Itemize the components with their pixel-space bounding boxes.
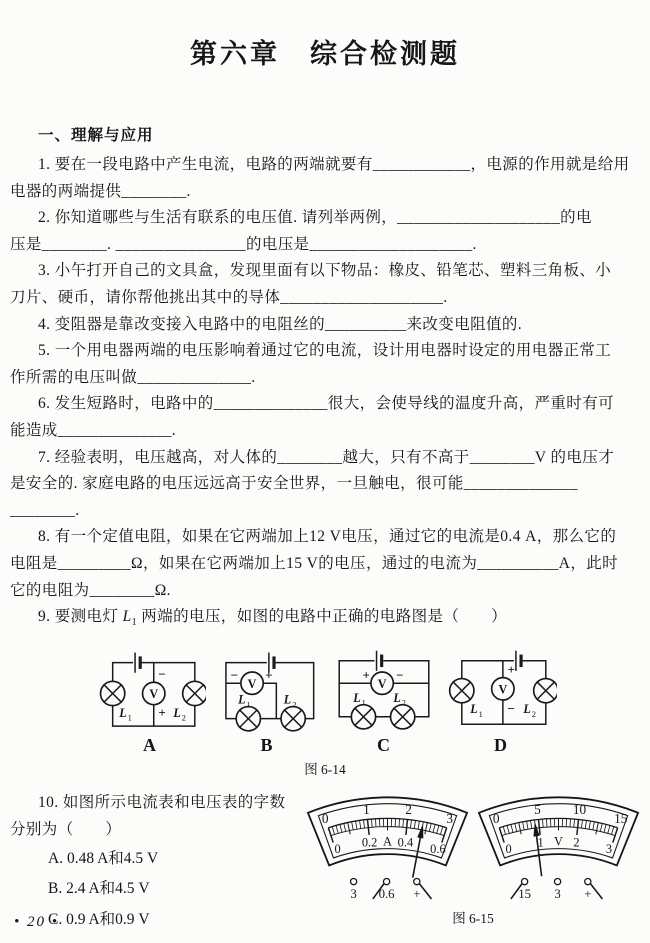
voltmeter-icon (230, 667, 272, 694)
svg-text:L: L (352, 690, 361, 705)
lamp-l2-icon (390, 704, 414, 728)
question-1-line-2: 电器的两端提供________. (10, 182, 191, 200)
lamp-l1-icon (100, 681, 124, 705)
question-9-text-pre: 9. 要测电灯 (38, 608, 123, 626)
svg-text:0: 0 (321, 811, 329, 827)
question-7-line-1: 7. 经验表明，电压越高，对人体的________越大，只有不高于________V 的电压才 (38, 448, 615, 466)
question-9-line (10, 604, 640, 637)
svg-text:L: L (522, 701, 531, 716)
question-1-line-1: 1. 要在一段电路中产生电流，电路的两端就要有____________，电源的作用就是给用 (38, 156, 630, 173)
question-8-line-3: 它的电阻为________Ω. (10, 581, 171, 599)
battery-icon (135, 653, 140, 672)
voltmeter-gauge (477, 790, 640, 904)
meter-gauges (306, 790, 640, 904)
battery-icon (515, 651, 520, 670)
question-5-line-2: 作所需的电压叫做______________. (10, 368, 256, 386)
svg-text:2: 2 (401, 698, 406, 708)
question-8-line-1: 8. 有一个定值电阻，如果在它两端加上12 V电压，通过它的电流是0.4 A，那么它的 (38, 528, 617, 546)
section-heading: 一、理解与应用 (38, 127, 154, 144)
svg-text:V: V (247, 676, 256, 691)
lamp-l2-icon (533, 678, 556, 702)
svg-text:0.6: 0.6 (430, 842, 446, 857)
svg-text:−: − (157, 666, 166, 682)
svg-text:2: 2 (291, 700, 296, 710)
svg-text:V: V (148, 686, 158, 701)
svg-text:L: L (469, 701, 478, 716)
svg-text:+: + (584, 887, 592, 902)
svg-text:15: 15 (518, 887, 532, 902)
svg-text:0.2: 0.2 (361, 835, 378, 850)
svg-text:V: V (554, 834, 563, 849)
question-2-line-2: 压是________. ________________的电压是____________________. (10, 235, 477, 253)
question-6-line-2: 能造成______________. (10, 421, 177, 439)
svg-text:V: V (377, 676, 387, 691)
lamp-l1-reference: $L_1$ (122, 608, 138, 629)
lamp-l1-icon (351, 704, 375, 728)
svg-text:1: 1 (127, 713, 132, 723)
question-3-line-1: 3. 小午打开自己的文具盒，发现里面有以下物品：橡皮、铅笔芯、塑料三角板、小 (38, 262, 612, 280)
question-10-option-a: A. 0.48 A和4.5 V (48, 849, 159, 867)
svg-text:3: 3 (554, 887, 561, 902)
svg-text:1: 1 (361, 698, 366, 708)
svg-text:−: − (395, 667, 404, 683)
svg-text:15: 15 (614, 811, 628, 827)
svg-text:+: + (507, 661, 515, 677)
svg-text:+: + (264, 667, 273, 683)
svg-text:+: + (413, 887, 421, 902)
svg-text:−: − (507, 700, 515, 716)
circuit-option-d (445, 644, 557, 756)
figure-6-14-caption: 图 6-14 (304, 762, 346, 778)
question-10-option-c: C. 0.9 A和0.9 V (48, 910, 150, 928)
battery-icon (376, 651, 381, 670)
circuit-b-diagram (211, 644, 323, 735)
svg-text:1: 1 (478, 709, 483, 719)
svg-text:3: 3 (446, 811, 454, 827)
svg-text:0: 0 (492, 811, 500, 827)
question-5-line-1: 5. 一个用电器两端的电压影响着通过它的电流，设计用电器时设定的用电器正常工 (38, 342, 612, 360)
svg-text:0: 0 (334, 842, 341, 857)
svg-text:+: + (157, 704, 166, 720)
circuit-b-label: B (260, 735, 273, 756)
svg-text:L: L (237, 692, 245, 707)
question-9-text-post: 两端的电压，如图的电路中正确的电路图是（ ） (137, 608, 507, 626)
circuit-c-label: C (377, 735, 390, 756)
svg-text:10: 10 (572, 802, 587, 818)
question-7-line-3: ________. (10, 501, 80, 519)
svg-text:L: L (118, 705, 127, 720)
circuit-option-a (94, 644, 206, 756)
svg-text:0.6: 0.6 (378, 887, 395, 902)
lamp-l1-icon (449, 678, 473, 702)
svg-text:3: 3 (605, 842, 613, 857)
circuit-option-c (328, 644, 440, 756)
figure-6-15-caption: 图 6-15 (452, 910, 494, 926)
question-4-line-1: 4. 变阻器是靠改变接入电路中的电阻丝的__________来改变电阻值的. (38, 315, 523, 333)
circuit-option-b (211, 644, 323, 756)
question-10-block (10, 790, 640, 935)
svg-text:3: 3 (350, 887, 357, 902)
svg-text:V: V (497, 682, 507, 697)
svg-text:0.4: 0.4 (397, 835, 414, 850)
question-10-line-1: 10. 如图所示电流表和电压表的字数 (38, 794, 286, 812)
question-6-line-1: 6. 发生短路时，电路中的______________很大，会使导线的温度升高，严重时有可 (38, 395, 615, 413)
question-10-option-b: B. 2.4 A和4.5 V (48, 880, 150, 897)
lamp-l2-icon (182, 681, 205, 705)
svg-text:2: 2 (531, 709, 536, 719)
svg-text:1: 1 (363, 802, 370, 818)
svg-text:L: L (172, 705, 181, 720)
circuit-d-label: D (494, 735, 507, 756)
figure-6-14-circuits (10, 644, 640, 756)
svg-text:L: L (392, 690, 401, 705)
svg-text:1: 1 (245, 700, 251, 710)
svg-text:2: 2 (181, 713, 186, 723)
svg-text:−: − (230, 667, 238, 683)
page-content (0, 123, 650, 935)
question-10-line-2: 分别为（ ） (10, 820, 122, 838)
svg-text:0: 0 (505, 842, 512, 857)
circuit-c-diagram (328, 644, 440, 735)
svg-text:+: + (362, 667, 370, 683)
svg-text:2: 2 (405, 802, 412, 818)
lamp-l2-icon (280, 706, 304, 730)
figure-6-15 (306, 790, 640, 935)
circuit-a-label: A (143, 735, 156, 756)
svg-text:5: 5 (534, 802, 541, 818)
svg-text:L: L (283, 692, 291, 707)
page-number: • 20 • (14, 914, 60, 930)
question-3-line-2: 刀片、硬币，请你帮他挑出其中的导体____________________. (10, 288, 448, 306)
svg-text:A: A (383, 834, 392, 849)
page-title: 第六章 综合检测题 (190, 39, 460, 69)
question-2-line-1: 2. 你知道哪些与生活有联系的电压值. 请列举两例，____________________的电 (38, 209, 592, 227)
question-7-line-2: 是安全的. 家庭电路的电压远远高于安全世界，一旦触电，很可能______________ (10, 475, 578, 493)
circuit-d-diagram (445, 644, 557, 735)
question-8-line-2: 电阻是_________Ω，如果在它两端加上15 V的电压，通过的电流为__________A，此时 (10, 554, 619, 572)
circuit-a-diagram (94, 644, 206, 735)
svg-text:1: 1 (537, 835, 544, 850)
ammeter-gauge (306, 790, 469, 904)
lamp-l1-icon (236, 706, 260, 730)
svg-text:2: 2 (573, 835, 580, 850)
